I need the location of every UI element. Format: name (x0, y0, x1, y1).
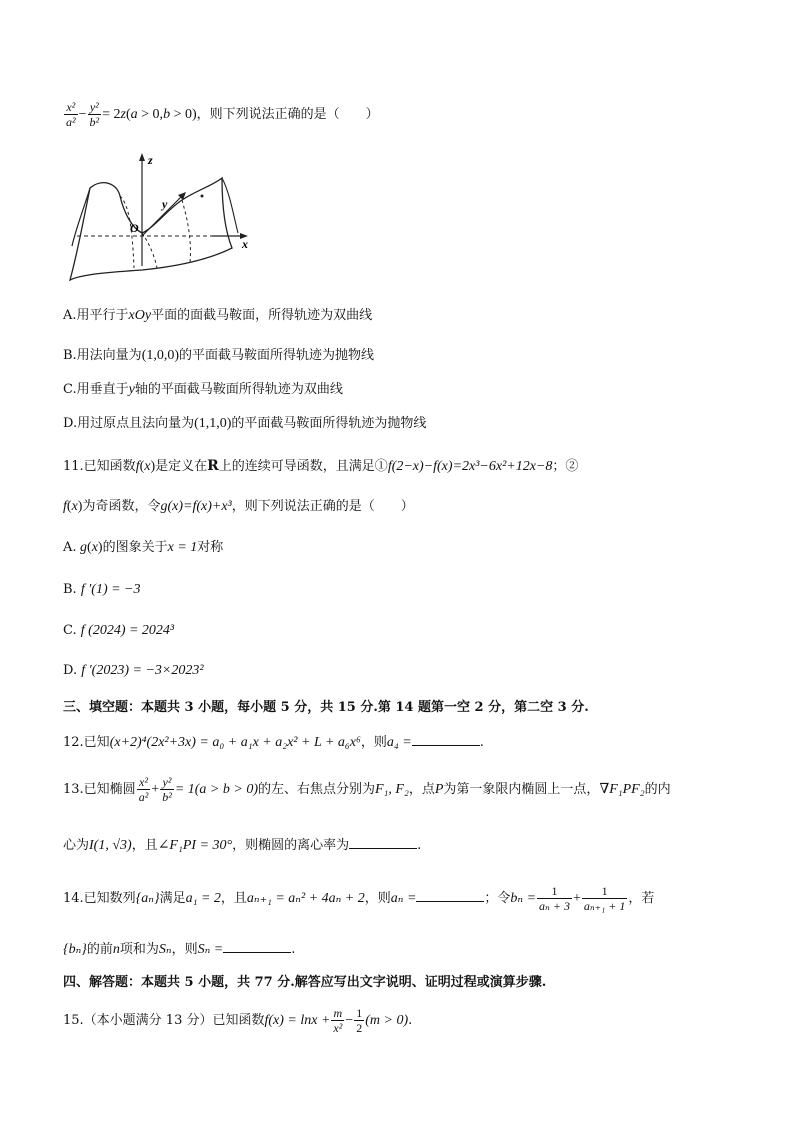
q11-line-2: f(x)为奇函数，令g(x)=f(x)+x³，则下列说法正确的是（ ） (63, 499, 414, 514)
q11-b-label: B. (63, 582, 77, 597)
q14-answer-blank-1 (416, 887, 484, 902)
q11-option-c (63, 621, 174, 641)
label-x: x (242, 237, 248, 251)
q14-mid: 满足 (159, 891, 186, 906)
saddle-inner-dashed-right (182, 200, 190, 263)
saddle-inner-dashed-mid (142, 233, 157, 268)
q11-a-end: 对称 (197, 540, 224, 555)
q14-a1: a₁ = 2 (185, 891, 221, 906)
q14-end: . (291, 942, 296, 957)
q13-line-2 (63, 834, 421, 856)
q14-pre: 14.已知数列 (63, 891, 136, 906)
q10-d-vector: (1,1,0) (194, 416, 232, 431)
q10-option-c (63, 380, 343, 400)
q13-post2: ，点 (408, 782, 435, 797)
q14-line2-mid: 的前 (86, 942, 113, 957)
q11-option-b (63, 580, 141, 600)
q13-cond: = 1(a > b > 0) (174, 782, 258, 797)
saddle-point-marker (201, 195, 204, 198)
q11-real-set: R (207, 458, 219, 474)
q13-incenter: I(1, √3) (89, 838, 132, 853)
saddle-surface-figure (62, 148, 262, 288)
q11-a-post: 的图象关于 (102, 540, 168, 555)
q10-b-vector: (1,0,0) (141, 348, 180, 363)
q13-foci: F₁, F₂ (375, 782, 409, 797)
q11-d-label: D. (63, 663, 78, 678)
q15-cond: (m > 0) (365, 1013, 409, 1028)
q10-d-pre: D.用过原点且法向量为 (63, 416, 195, 431)
q12 (63, 731, 484, 753)
q13-point-p: P (434, 782, 444, 797)
fraction-bn-2: $\frac{1}{\text{aₙ₊₁ + 1}}$ (583, 884, 626, 913)
q11-condition-1: f(2−x)−f(x)=2x³−6x²+12x−8 (387, 459, 553, 474)
saddle-outline (70, 178, 232, 280)
q10-a-plane: xOy (128, 308, 152, 323)
q14-an: aₙ = (390, 891, 417, 906)
q15-eq: f(x) = lnx + (264, 1013, 331, 1028)
q15 (63, 1006, 412, 1035)
q14-recurrence: aₙ₊₁ = aₙ² + 4aₙ + 2 (246, 891, 365, 906)
q14-mid4: ；令 (484, 891, 511, 906)
q11-g-def: g(x)=f(x)+x³ (160, 499, 232, 514)
saddle-surface-diagram (62, 148, 262, 288)
q11-end: ；② (552, 459, 579, 474)
q12-a4: a₄ = (386, 735, 412, 750)
fraction-bn-1: $\frac{1}{\text{aₙ + 3}}$ (539, 884, 570, 913)
q14-sn: Sₙ (158, 942, 172, 957)
q13-line2-mid: ，且 (131, 838, 158, 853)
q15-end: . (408, 1013, 413, 1028)
q12-pre: 12.已知 (63, 735, 110, 750)
q10-c-pre: C.用垂直于 (63, 382, 129, 397)
q14-line2-mid2: 项和为 (119, 942, 159, 957)
q11-c-eq: f (2024) = 2024³ (80, 623, 175, 638)
q13-pre: 13.已知椭圆 (63, 782, 136, 797)
q13-line-1: 13.已知椭圆 $\frac{\text{x²}}{\text{a²}}$ + $\frac{\text{y²}}{\text{b²}}$ = 1(a > b > 0)的左、右焦点分别为F₁, F₂，点P为第一象限内椭圆上一点，∇F₁PF₂的内 (63, 775, 671, 804)
q14-line2-mid3: ，则 (171, 942, 198, 957)
q10-stem-suffix: ，则下列说法正确的是（ ） (196, 107, 379, 122)
label-y: y (162, 197, 168, 211)
q10-b-post: 的平面截马鞍面所得轨迹为抛物线 (179, 348, 375, 363)
fraction-x2-a2-ellipse: $\frac{\text{x²}}{\text{a²}}$ (138, 775, 149, 804)
q13-triangle: ∇F₁PF₂ (599, 782, 645, 797)
q11-mid: 是定义在 (155, 459, 208, 474)
q11-b-eq: f ′(1) = −3 (80, 582, 141, 597)
q15-pre: 15.（本小题满分 13 分）已知函数 (63, 1013, 265, 1028)
q10-d-post: 的平面截马鞍面所得轨迹为抛物线 (231, 416, 427, 431)
q10-stem-eq: = 2z(a > 0,b > 0) (102, 107, 197, 122)
fraction-y2-b2-ellipse: $\frac{\text{y²}}{\text{b²}}$ (162, 775, 172, 804)
q13-post3: 为第一象限内椭圆上一点， (443, 782, 600, 797)
q12-mid: ，则 (360, 735, 387, 750)
fraction-m-x2: $\frac{m}{\text{x²}}$ (333, 1006, 343, 1035)
q14-line-1: 14.已知数列{aₙ}满足a₁ = 2，且aₙ₊₁ = aₙ² + 4aₙ + 2，则aₙ = ；令bₙ = $\frac{1}{\text{aₙ + 3}}$ + $\frac{1}{\text{aₙ₊₁ + 1}}$ ，若 (63, 884, 655, 913)
q11-line2-post: ，则下列说法正确的是（ ） (231, 499, 414, 514)
q13-angle: ∠F₁PI = 30° (157, 838, 233, 853)
q10-a-post: 平面的面截马鞍面，所得轨迹为双曲线 (151, 308, 373, 323)
q11-post: 上的连续可导函数，且满足① (218, 459, 388, 474)
q11-c-label: C. (63, 623, 77, 638)
q14-sn-eq: Sₙ = (197, 942, 224, 957)
q14-mid2: ，且 (220, 891, 247, 906)
q11-line2-mid: 为奇函数，令 (82, 499, 161, 514)
q14-bn-seq: {bₙ} (63, 942, 87, 957)
q14-line-2 (63, 938, 295, 960)
q11-pre: 11.已知函数 (63, 459, 136, 474)
q14-end1: ，若 (628, 891, 655, 906)
q10-option-a (63, 306, 372, 326)
q14-answer-blank-2 (223, 938, 291, 953)
q14-n: n (112, 942, 120, 957)
q10-a-pre: A.用平行于 (63, 308, 129, 323)
q13-post4: 的内 (644, 782, 671, 797)
q11-option-d (63, 661, 204, 681)
z-axis-arrow (139, 153, 145, 161)
q13-line2-post: ，则椭圆的离心率为 (232, 838, 350, 853)
q14-bn: bₙ = (510, 891, 537, 906)
fraction-x2-a2: $\frac{\text{x²}}{\text{a²}}$ (66, 100, 76, 129)
q10-c-post: 轴的平面截马鞍面所得轨迹为双曲线 (134, 382, 343, 397)
q10-b-pre: B.用法向量为 (63, 348, 142, 363)
q10-option-b (63, 346, 374, 366)
q10-c-axis: y (128, 382, 135, 397)
q12-end: . (479, 735, 484, 750)
label-z: z (148, 153, 153, 167)
saddle-left-edge (72, 188, 90, 246)
q11-a-label: A. (63, 540, 77, 555)
q13-answer-blank (349, 834, 417, 849)
section-3-heading: 三、填空题：本题共 3 小题，每小题 5 分，共 15 分.第 14 题第一空 2 分，第二空 3 分. (63, 700, 589, 715)
q14-seq: {aₙ} (135, 891, 160, 906)
label-origin: O (130, 221, 139, 235)
q11-d-eq: f ′(2023) = −3×2023² (81, 663, 204, 678)
q12-answer-blank (412, 731, 480, 746)
fraction-one-half: $\frac{1}{2}$ (356, 1006, 363, 1035)
q14-mid3: ，则 (364, 891, 391, 906)
q11-a-eq: x = 1 (167, 540, 198, 555)
q10-option-d (63, 414, 426, 434)
q11-line-1: 11.已知函数f(x)是定义在R上的连续可导函数，且满足①f(2−x)−f(x)=2x³−6x²+12x−8；② (63, 458, 579, 474)
q13-end: . (417, 838, 422, 853)
saddle-right-fold (222, 178, 238, 233)
q11-option-a: A. g(x)的图象关于x = 1对称 (63, 540, 224, 555)
q13-line2-pre: 心为 (63, 838, 90, 853)
q15-minus: − (345, 1013, 354, 1028)
q12-eq: (x+2)⁴(2x²+3x) = a₀ + a₁x + a₂x² + L + a₆x⁶ (109, 735, 361, 750)
q13-post: 的左、右焦点分别为 (257, 782, 375, 797)
fraction-y2-b2: $\frac{\text{y²}}{\text{b²}}$ (89, 100, 100, 129)
section-4-heading: 四、解答题：本题共 5 小题，共 77 分.解答应写出文字说明、证明过程或演算步骤. (63, 975, 547, 990)
q10-stem: $\frac{\text{x²}}{\text{a²}}$ − $\frac{\text{y²}}{\text{b²}}$ = 2z(a > 0,b > 0)，则下列说法正确的是（ ） (66, 100, 379, 129)
